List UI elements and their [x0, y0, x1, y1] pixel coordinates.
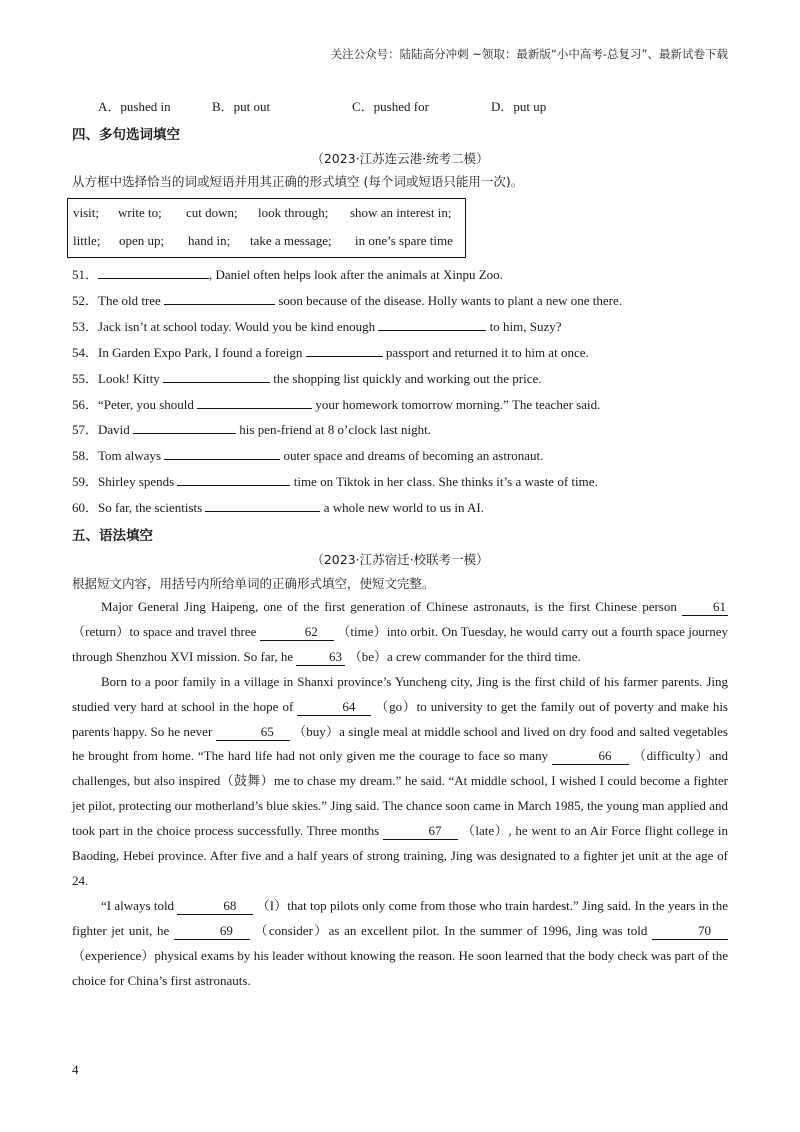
question-number: 51． — [72, 267, 99, 282]
answer-blank[interactable] — [164, 446, 280, 460]
question-53 — [72, 317, 561, 335]
question-51 — [72, 265, 503, 283]
passage-text: （be）a crew commander for the third time. — [345, 648, 581, 664]
word-item: little; — [73, 233, 101, 248]
word-box-row — [73, 205, 465, 223]
word-item: hand in; — [188, 233, 231, 248]
word-item: look through; — [258, 205, 329, 220]
option-a: A．pushed in — [98, 99, 171, 114]
passage-paragraph-3 — [72, 894, 728, 994]
word-item: open up; — [119, 233, 165, 248]
question-text-before: In Garden Expo Park, I found a foreign — [98, 345, 306, 360]
answer-options — [98, 96, 738, 114]
question-number: 54． — [72, 345, 99, 360]
option-c: C．pushed for — [352, 99, 429, 114]
passage-paragraph-1 — [72, 595, 728, 670]
section4-source: （2023·江苏连云港·统考二模） — [311, 151, 489, 166]
word-box-row — [73, 233, 465, 251]
answer-blank[interactable] — [98, 265, 209, 279]
question-number: 57． — [72, 422, 99, 437]
section4-instruction: 从方框中选择恰当的词或短语并用其正确的形式填空 (每个词或短语只能用一次)。 — [72, 174, 524, 189]
question-text-after: a whole new world to us in AI. — [320, 500, 485, 515]
passage-paragraph-2 — [72, 670, 728, 894]
section5-source: （2023·江苏宿迁·校联考一模） — [311, 552, 489, 567]
answer-blank[interactable] — [177, 472, 290, 486]
passage-text: Born to a poor family in a village in Shanxi province’s Yuncheng city, Jing is the first child of his farmer parents. Jing studied very hard at school in the hope of — [72, 673, 728, 714]
answer-blank[interactable] — [378, 317, 486, 331]
passage-text: （buy）a single meal at middle school and lived on dry food and salted vegetables he brought from home. “The hard life had not only given me the courage to face so many — [72, 723, 728, 764]
blank-69[interactable]: 69 — [174, 923, 250, 940]
section5-instruction: 根据短文内容，用括号内所给单词的正确形式填空，使短文完整。 — [72, 576, 435, 591]
question-54 — [72, 343, 589, 361]
blank-62[interactable]: 62 — [260, 624, 334, 641]
blank-63[interactable]: 63 — [296, 649, 345, 666]
passage-text: （experience）physical exams by his leader without knowing the reason. He soon learned that the body check was part of the choice for China’s first astronauts. — [72, 947, 728, 988]
question-number: 52． — [72, 293, 99, 308]
question-number: 60． — [72, 500, 99, 515]
answer-blank[interactable] — [163, 369, 270, 383]
passage-text: （return）to space and travel three — [72, 623, 260, 639]
option-b: B．put out — [212, 99, 271, 114]
passage-text: （time）into orbit. On Tuesday, he would carry out a fourth space journey through Shenzhou XVI mission. So far, he — [72, 623, 728, 664]
option-d: D．put up — [491, 99, 547, 114]
question-text-after: time on Tiktok in her class. She thinks it’s a waste of time. — [290, 474, 598, 489]
blank-66[interactable]: 66 — [552, 748, 629, 765]
answer-blank[interactable] — [306, 343, 383, 357]
question-text-after: soon because of the disease. Holly wants to plant a new one there. — [275, 293, 623, 308]
question-52 — [72, 291, 622, 309]
word-item: in one’s spare time — [355, 233, 453, 248]
blank-64[interactable]: 64 — [297, 699, 371, 716]
question-55 — [72, 369, 542, 387]
section5-title: 五、语法填空 — [72, 528, 153, 544]
grammar-passage — [72, 595, 728, 994]
question-text-before: Tom always — [98, 448, 165, 463]
question-58 — [72, 446, 543, 464]
question-57 — [72, 420, 431, 438]
question-56 — [72, 395, 600, 413]
word-item: show an interest in; — [350, 205, 452, 220]
question-text-after: outer space and dreams of becoming an astronaut. — [280, 448, 544, 463]
passage-text: （consider）as an excellent pilot. In the summer of 1996, Jing was told — [249, 922, 652, 938]
passage-text: （difficulty）and challenges, but also inspired（鼓舞）me to chase my dream.” he said. “At middle school, I wished I could become a fighter jet pilot, protecting our motherland’s blue skies.” Jing said. The chance soon came in March 1985, the young man applied and took part in the choice process successfully. Three months — [72, 748, 728, 839]
section4-title: 四、多句选词填空 — [72, 127, 180, 143]
question-text-after: your homework tomorrow morning.” The teacher said. — [312, 397, 601, 412]
question-number: 58． — [72, 448, 99, 463]
question-59 — [72, 472, 598, 490]
passage-text: “I always told — [101, 897, 178, 913]
blank-70[interactable]: 70 — [652, 923, 728, 940]
question-text-before: David — [98, 422, 134, 437]
word-item: cut down; — [186, 205, 238, 220]
question-text-before: Shirley spends — [98, 474, 178, 489]
question-text-after: his pen-friend at 8 o’clock last night. — [236, 422, 431, 437]
question-number: 56． — [72, 397, 99, 412]
answer-blank[interactable] — [164, 291, 275, 305]
blank-61[interactable]: 61 — [682, 599, 728, 616]
question-text-before: The old tree — [98, 293, 165, 308]
page-number: 4 — [72, 1062, 79, 1077]
blank-68[interactable]: 68 — [177, 898, 253, 915]
question-text-before: Jack isn’t at school today. Would you be kind enough — [98, 319, 379, 334]
question-number: 59． — [72, 474, 99, 489]
word-item: write to; — [118, 205, 162, 220]
question-number: 53． — [72, 319, 99, 334]
question-text-before: Look! Kitty — [98, 371, 164, 386]
question-text-after: passport and returned it to him at once. — [382, 345, 589, 360]
passage-text: （go）to university to get the family out of poverty and make his parents happy. So he never — [72, 698, 728, 739]
word-item: visit; — [73, 205, 100, 220]
blank-67[interactable]: 67 — [383, 823, 458, 840]
question-60 — [72, 498, 484, 516]
question-number: 55． — [72, 371, 99, 386]
blank-65[interactable]: 65 — [216, 724, 290, 741]
passage-text: （I）that top pilots only come from those who train hardest.” Jing said. In the years in the fighter jet unit, he — [72, 897, 728, 938]
answer-blank[interactable] — [197, 395, 312, 409]
passage-text: （late）, he went to an Air Force flight college in Baoding, Hebei province. After five and a half years of strong training, Jing was designated to a fighter jet unit at the age of 24. — [72, 823, 728, 888]
question-text-after: to him, Suzy? — [486, 319, 562, 334]
question-text-before: So far, the scientists — [98, 500, 206, 515]
question-text-after: the shopping list quickly and working out the price. — [270, 371, 542, 386]
question-text-after: , Daniel often helps look after the animals at Xinpu Zoo. — [209, 267, 503, 282]
question-text-before: “Peter, you should — [98, 397, 198, 412]
passage-text: Major General Jing Haipeng, one of the first generation of Chinese astronauts, is the first Chinese person — [101, 599, 682, 614]
answer-blank[interactable] — [205, 498, 320, 512]
answer-blank[interactable] — [133, 420, 236, 434]
page-header: 关注公众号：陆陆高分冲刺 ~领取：最新版“小中高考-总复习”、最新试卷下载 — [330, 47, 728, 61]
word-item: take a message; — [250, 233, 332, 248]
word-box — [67, 198, 466, 258]
